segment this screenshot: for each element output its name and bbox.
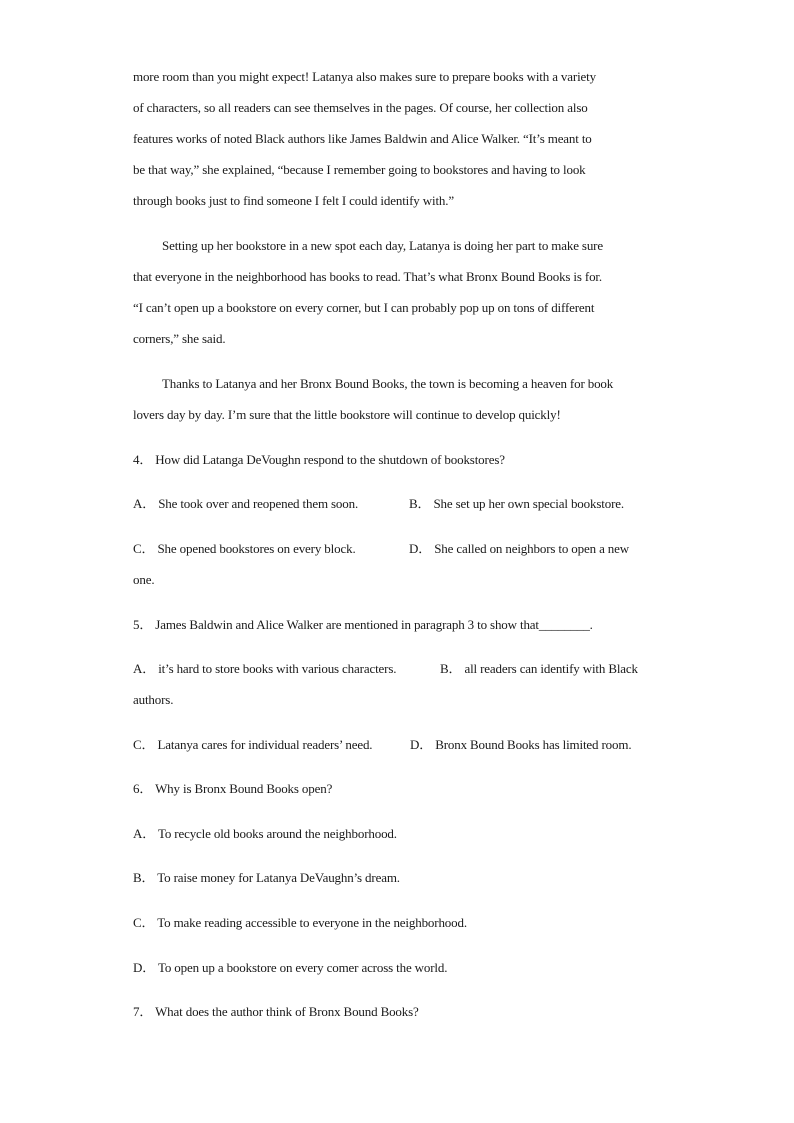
passage-line: more room than you might expect! Latanya also makes sure to prepare books with a variety	[133, 69, 596, 84]
option-c[interactable]: C． Latanya cares for individual readers’ need.	[133, 737, 373, 752]
option-d[interactable]: D． She called on neighbors to open a new	[409, 541, 630, 556]
passage-line: through books just to find someone I felt I could identify with.”	[133, 193, 454, 208]
option-d[interactable]: D． To open up a bookstore on every comer across the world.	[133, 960, 448, 975]
option-c[interactable]: C． She opened bookstores on every block.	[133, 541, 356, 556]
passage-line: Setting up her bookstore in a new spot each day, Latanya is doing her part to make sure	[162, 238, 603, 253]
passage-line: that everyone in the neighborhood has books to read. That’s what Bronx Bound Books is for.	[133, 269, 602, 284]
passage-line: features works of noted Black authors like James Baldwin and Alice Walker. “It’s meant to	[133, 131, 592, 146]
option-b-continued: authors.	[133, 692, 174, 707]
option-b[interactable]: B． She set up her own special bookstore.	[409, 496, 624, 511]
option-a[interactable]: A． To recycle old books around the neighborhood.	[133, 826, 397, 841]
option-a[interactable]: A． it’s hard to store books with various characters.	[133, 661, 397, 676]
question-stem: 6． Why is Bronx Bound Books open?	[133, 781, 333, 796]
question-stem: 5． James Baldwin and Alice Walker are mentioned in paragraph 3 to show that________.	[133, 617, 593, 632]
question-stem: 7． What does the author think of Bronx Bound Books?	[133, 1004, 419, 1019]
passage-line: lovers day by day. I’m sure that the little bookstore will continue to develop quickly!	[133, 407, 561, 422]
option-d[interactable]: D． Bronx Bound Books has limited room.	[410, 737, 632, 752]
passage-line: corners,” she said.	[133, 331, 226, 346]
passage-line: of characters, so all readers can see themselves in the pages. Of course, her collection also	[133, 100, 588, 115]
passage-line: “I can’t open up a bookstore on every corner, but I can probably pop up on tons of different	[133, 300, 595, 315]
passage-line: be that way,” she explained, “because I remember going to bookstores and having to look	[133, 162, 586, 177]
option-b[interactable]: B． all readers can identify with Black	[440, 661, 638, 676]
passage-line: Thanks to Latanya and her Bronx Bound Books, the town is becoming a heaven for book	[162, 376, 614, 391]
option-d-continued: one.	[133, 572, 155, 587]
option-a[interactable]: A． She took over and reopened them soon.	[133, 496, 359, 511]
option-c[interactable]: C． To make reading accessible to everyone in the neighborhood.	[133, 915, 467, 930]
option-b[interactable]: B． To raise money for Latanya DeVaughn’s dream.	[133, 870, 400, 885]
question-stem: 4． How did Latanga DeVoughn respond to the shutdown of bookstores?	[133, 452, 505, 467]
